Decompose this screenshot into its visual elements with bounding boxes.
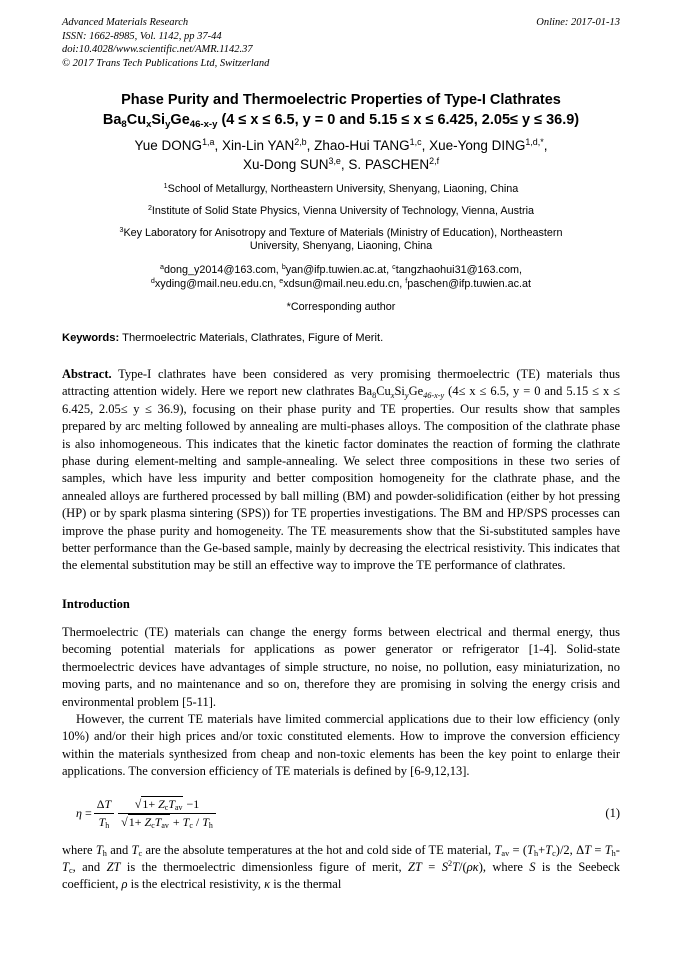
sqrt-numerator-radicand: 1+ ZcTav — [142, 796, 183, 812]
fraction-2-denominator-tail: + Tc / Th — [169, 814, 213, 830]
sqrt-numerator — [135, 796, 184, 811]
keywords-line: Keywords: Thermoelectric Materials, Clathrates, Figure of Merit. — [62, 332, 384, 344]
copyright-line: © 2017 Trans Tech Publications Ltd, Switzerland — [62, 57, 270, 69]
authors-line-1: Yue DONG$^{1,a}$, Xin-Lin YAN$^{2,b}$, Zhao-Hui TANG$^{1,c}$, Xue-Yong $DING^{1,d,*}$, — [134, 137, 548, 153]
paper-title-line1: Phase Purity and Thermoelectric Properties of Type-I Clathrates — [121, 92, 561, 108]
doi-line: doi:10.4028/www.scientific.net/AMR.1142.37 — [62, 44, 253, 55]
emails-line-2: $^d$xyding@mail.neu.edu.cn, $^e$xdsun@mail.neu.edu.cn, $^f$paschen@ifp.tuwien.ac.at — [150, 277, 532, 290]
fraction-2-numerator — [118, 797, 216, 813]
abstract-paragraph: Abstract. Type-I clathrates have been considered as very promising thermoelectric (TE) materials thus attracting attention widely. Here we report new clathrates Ba8CuxSiyGe46-x-y (4≤ x ≤ 6.5, y = 0 and 5.15 ≤ x ≤ 6.425, 2.05≤ y ≤ 36.9), focusing on their phase purity and TE properties. Our results show that samples prepared by arc melting followed by annealing are multi-phases alloys. The composition of the clathrate phase is also inhomogeneous. This indicates that the kinetic factor dominates the reaction of forming the clathrate phase during element-melting and sample-annealing. We select three compositions in these two series of samples, which have less impurity and better composition homogeneity for the clathrate phase, and the annealed alloys are furthered processed by ball milling (BM) and powder-solidification (either by hot pressing (HP) or by spark plasma sintering (SPS)) for TE properties investigations. The BM and HP/SPS processes can improve the phase purity and homogeneity. The TE measurements show that the Si-substituted samples have better performance than the Ge-based sample, mainly by decreasing the electrical resistivity. This indicates that the elemental substitution may be still an effective way to improve the TE performance of clathrates. — [62, 367, 621, 573]
journal-header — [62, 16, 620, 70]
intro-paragraph-1: Thermoelectric (TE) materials can change the energy forms between electrical and thermal energy, thus becoming potential materials for applications as power generator or refrigerator [1-4]. Solid-state thermoelectric devices have advantages of simple structure, no noise, no pollution, easy miniaturization, no moving parts, and no maintenance and so on, therefore they are promising in solving the energy crisis and environmental problem [5-11]. — [62, 624, 620, 709]
equation-fraction-2 — [118, 797, 216, 830]
paper-title-line2: Ba8CuxSiyGe46-x-y (4 ≤ x ≤ 6.5, y = 0 and 5.15 ≤ x ≤ 6.425, 2.05≤ y ≤ 36.9) — [102, 112, 580, 130]
equation-1-row — [62, 797, 620, 830]
fraction-1-numerator: ΔT — [96, 796, 112, 811]
equation-lhs: η = — [76, 805, 92, 820]
equation-fraction-1 — [94, 797, 114, 830]
equation-1 — [76, 797, 218, 830]
author-emails — [62, 263, 620, 291]
sqrt-denominator-radicand: 1+ ZcTav — [128, 814, 169, 830]
affiliation-3: $^3$Key Laboratory for Anisotropy and Texture of Materials (Ministry of Education), Northeastern University, Shenyang, Liaoning, China — [119, 226, 563, 252]
fraction-2-denominator — [118, 813, 216, 830]
closing-paragraph: where Th and Tc are the absolute temperatures at the hot and cold side of TE material, Tav = (Th+Tc)/2, ΔT = Th-Tc, and ZT is the thermoelectric dimensionless figure of merit, ZT = $S^2T/(\rho\kappa)$, where S is the Seebeck coefficient, ρ is the electrical resistivity, κ is the thermal — [62, 842, 620, 892]
fraction-1-denominator: Th — [94, 813, 114, 830]
equation-number: (1) — [605, 805, 620, 820]
paper-title — [62, 90, 620, 130]
introduction-heading: Introduction — [62, 596, 130, 611]
author-list — [62, 136, 620, 174]
affiliation-1: $^1$School of Metallurgy, Northeastern University, Shenyang, Liaoning, China — [163, 182, 519, 195]
corresponding-author-note: *Corresponding author — [286, 301, 396, 313]
sqrt-denominator — [121, 814, 170, 829]
journal-title: Advanced Materials Research — [62, 17, 189, 28]
journal-header-left — [62, 16, 269, 70]
online-date: Online: 2017-01-13 — [536, 17, 620, 28]
fraction-2-numerator-tail: −1 — [183, 796, 200, 811]
affiliation-2: $^2$Institute of Solid State Physics, Vienna University of Technology, Vienna, Austria — [147, 204, 535, 217]
issn-line: ISSN: 1662-8985, Vol. 1142, pp 37-44 — [62, 30, 222, 42]
emails-line-1: $^a$dong_y2014@163.com, $^b$yan@ifp.tuwien.ac.at, $^c$tangzhaohui31@163.com, — [160, 263, 522, 276]
authors-line-2: Xu-Dong SUN$^{3,e}$, S. PASCHEN$^{2,f}$ — [242, 156, 440, 172]
intro-paragraph-2: However, the current TE materials have limited commercial applications due to their low efficiency (only 10%) and/or their high prices and/or toxic constituted elements. How to improve the conversion efficiency within the materials synthesized from cheap and non-toxic elements has been the key point to enlarge their applications. The conversion efficiency of TE materials is defined by [6-9,12,13]. — [62, 711, 620, 779]
